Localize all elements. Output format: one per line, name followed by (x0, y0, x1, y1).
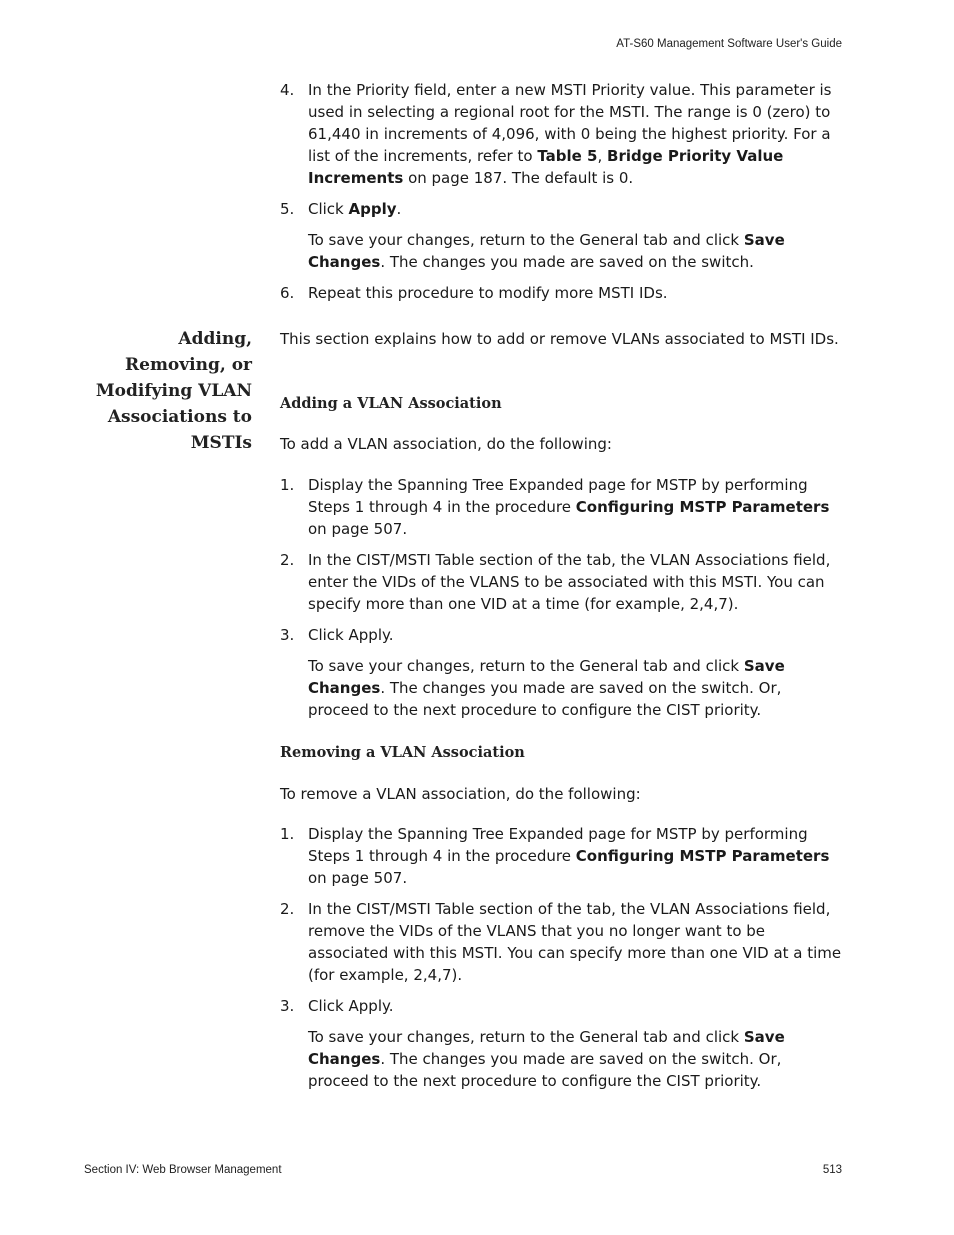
footer-section: Section IV: Web Browser Management (84, 1164, 282, 1176)
table-ref: Table 5 (537, 147, 598, 165)
step-number: 1. (280, 476, 295, 494)
procedure-ref: Configuring MSTP Parameters (575, 498, 830, 516)
removing-lead: To remove a VLAN association, do the following: (280, 785, 641, 803)
step-number: 6. (280, 284, 295, 302)
removing-heading: Removing a VLAN Association (280, 744, 525, 761)
step-number: 1. (280, 825, 295, 843)
step-number: 3. (280, 626, 295, 644)
step-text: Click Apply. (308, 200, 402, 218)
step-number: 4. (280, 81, 295, 99)
step-text: Click Apply. (308, 626, 394, 644)
step-number: 3. (280, 997, 295, 1015)
step-text: Click Apply. (308, 997, 394, 1015)
step-text: Display the Spanning Tree Expanded page for MSTP by performing Steps 1 through 4 in the procedure Configuring MSTP Parameters on page 507. (308, 825, 830, 887)
step-number: 5. (280, 200, 295, 218)
running-header: AT-S60 Management Software User's Guide (616, 38, 842, 50)
removing-save-note: To save your changes, return to the General tab and click Save Changes. The changes you made are saved on the switch. Or, proceed to the next procedure to configure the CIST priority. (308, 1028, 785, 1090)
page-number: 513 (822, 1164, 842, 1176)
step-text: In the Priority field, enter a new MSTI Priority value. This parameter is used in selecting a regional root for the MSTI. The range is 0 (zero) to 61,440 in increments of 4,096, with 0 being the highest priority. For a list of the increments, refer to Table 5, Bridge Priority Value Increments on page 187. The default is 0. (308, 81, 832, 187)
procedure-ref: Configuring MSTP Parameters (575, 847, 830, 865)
adding-save-note: To save your changes, return to the General tab and click Save Changes. The changes you made are saved on the switch. Or, proceed to the next procedure to configure the CIST priority. (308, 657, 785, 719)
section-intro: This section explains how to add or remove VLANs associated to MSTI IDs. (280, 330, 839, 348)
step-text: In the CIST/MSTI Table section of the tab, the VLAN Associations field, remove the VIDs of the VLANS that you no longer want to be associated with this MSTI. You can specify more than one VID at a time (for example, 2,4,7). (308, 900, 842, 984)
table-title-ref: Bridge Priority Value Increments (308, 147, 784, 187)
section-side-title: Adding, Removing, or Modifying VLAN Associations to MSTIs (95, 329, 252, 453)
adding-lead: To add a VLAN association, do the following: (280, 435, 612, 453)
step-text: Repeat this procedure to modify more MSTI IDs. (308, 284, 668, 302)
step-text: In the CIST/MSTI Table section of the tab, the VLAN Associations field, enter the VIDs of the VLANS to be associated with this MSTI. You can specify more than one VID at a time (for example, 2,4,7). (308, 551, 831, 613)
step-text: Display the Spanning Tree Expanded page for MSTP by performing Steps 1 through 4 in the procedure Configuring MSTP Parameters on page 507. (308, 476, 830, 538)
step-number: 2. (280, 900, 295, 918)
adding-heading: Adding a VLAN Association (280, 395, 502, 412)
step-number: 2. (280, 551, 295, 569)
save-note: To save your changes, return to the General tab and click Save Changes. The changes you made are saved on the switch. (308, 231, 785, 271)
